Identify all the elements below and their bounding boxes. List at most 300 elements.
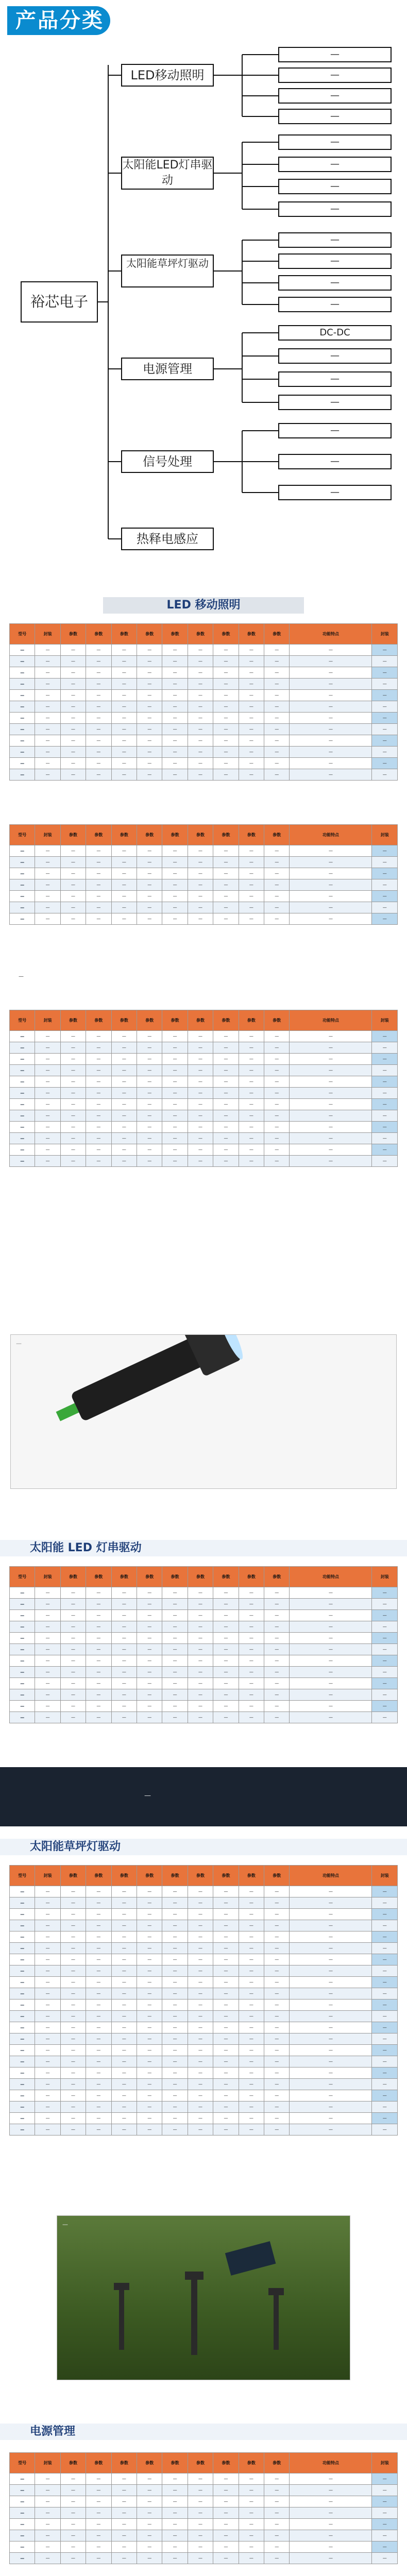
table-cell: — (239, 1931, 264, 1943)
table-cell: — (372, 891, 398, 902)
branch-lawn-light[interactable]: 太阳能草坪灯驱动 (121, 255, 214, 287)
table-cell: — (213, 1644, 239, 1655)
table-cell: — (111, 2541, 137, 2553)
table-cell: — (213, 656, 239, 667)
leaf-power-3[interactable]: — (278, 371, 392, 387)
table-cell: — (239, 1943, 264, 1954)
table-cell: — (264, 1156, 290, 1167)
table-cell: — (137, 735, 162, 747)
leaf-signal-2[interactable]: — (278, 454, 392, 469)
part-number-cell: — (10, 1701, 35, 1712)
col-header: 参数 (137, 1567, 162, 1587)
table-cell: — (213, 845, 239, 857)
table-cell: — (264, 1633, 290, 1644)
table-cell: — (239, 724, 264, 735)
table-cell: — (372, 2102, 398, 2113)
table-cell: — (162, 1988, 188, 1999)
leaf-lawn-4[interactable]: — (278, 297, 392, 312)
table-cell: — (162, 868, 188, 879)
part-number-cell: — (10, 1042, 35, 1054)
table-cell: — (213, 1076, 239, 1088)
table-cell: — (372, 2519, 398, 2530)
table-cell: — (162, 1712, 188, 1723)
table-cell: — (137, 1678, 162, 1689)
table-cell: — (290, 1088, 372, 1099)
table-cell: — (162, 713, 188, 724)
table-row (10, 1943, 398, 1954)
table-cell: — (60, 1054, 86, 1065)
table-cell: — (213, 1954, 239, 1965)
table-cell: — (35, 1943, 60, 1954)
table-cell: — (213, 1931, 239, 1943)
table-cell: — (239, 1633, 264, 1644)
table-cell: — (111, 1144, 137, 1156)
table-cell: — (86, 1954, 111, 1965)
table-row (10, 1897, 398, 1909)
table-cell: — (137, 701, 162, 713)
part-number-cell: — (10, 1999, 35, 2011)
part-number-cell: — (10, 2507, 35, 2519)
table-cell: — (372, 747, 398, 758)
table-cell: — (111, 1099, 137, 1110)
table-cell: — (264, 1909, 290, 1920)
table-cell: — (188, 724, 213, 735)
table-cell: — (111, 1667, 137, 1678)
table-cell: — (372, 690, 398, 701)
table-cell: — (35, 2102, 60, 2113)
col-header: 型号 (10, 1866, 35, 1886)
table-cell: — (264, 913, 290, 925)
leaf-led-1[interactable]: — (278, 47, 392, 62)
part-number-cell: — (10, 1599, 35, 1610)
table-row (10, 769, 398, 781)
table-cell: — (213, 2090, 239, 2102)
table-cell: — (372, 2496, 398, 2507)
table-cell: — (111, 1633, 137, 1644)
leaf-power-4[interactable]: — (278, 395, 392, 410)
table-cell: — (162, 1587, 188, 1599)
table-cell: — (86, 679, 111, 690)
table-cell: — (264, 713, 290, 724)
col-header: 参数 (188, 1567, 213, 1587)
table-cell: — (137, 2090, 162, 2102)
table-cell: — (264, 2045, 290, 2056)
table-cell: — (60, 1587, 86, 1599)
table-cell: — (111, 2473, 137, 2485)
table-cell: — (137, 1031, 162, 1042)
table-cell: — (86, 1988, 111, 1999)
leaf-lawn-2[interactable]: — (278, 253, 392, 269)
table-cell: — (239, 645, 264, 656)
table-cell: — (111, 1920, 137, 1931)
table-cell: — (60, 667, 86, 679)
table-cell: — (188, 1122, 213, 1133)
leaf-led-4[interactable]: — (278, 109, 392, 124)
table-cell: — (86, 2011, 111, 2022)
table-cell: — (35, 1701, 60, 1712)
col-header: 参数 (111, 1010, 137, 1031)
table-cell: — (239, 1689, 264, 1701)
table-cell: — (111, 2045, 137, 2056)
table-cell: — (188, 2090, 213, 2102)
table-cell: — (239, 913, 264, 925)
leaf-solar-2[interactable]: — (278, 157, 392, 172)
table-cell: — (372, 645, 398, 656)
table-row (10, 1678, 398, 1689)
table-cell: — (372, 1065, 398, 1076)
table-cell: — (290, 667, 372, 679)
part-number-cell: — (10, 1655, 35, 1667)
table-cell: — (264, 1712, 290, 1723)
table-cell: — (86, 1886, 111, 1897)
table-cell: — (290, 758, 372, 769)
table-cell: — (137, 1655, 162, 1667)
table-cell: — (86, 1088, 111, 1099)
table-cell: — (290, 713, 372, 724)
table-cell: — (290, 1587, 372, 1599)
col-header: 参数 (162, 1866, 188, 1886)
table-cell: — (35, 1667, 60, 1678)
table-cell: — (372, 2056, 398, 2067)
table-cell: — (372, 913, 398, 925)
table-cell: — (35, 2541, 60, 2553)
table-cell: — (35, 868, 60, 879)
table-row (10, 656, 398, 667)
table-cell: — (290, 891, 372, 902)
table-cell: — (137, 1689, 162, 1701)
table-cell: — (239, 713, 264, 724)
table-cell: — (188, 758, 213, 769)
leaf-solar-1[interactable]: — (278, 134, 392, 150)
table-cell: — (213, 1965, 239, 1977)
section-lawn (0, 1832, 407, 1862)
table-cell: — (162, 2113, 188, 2124)
table-cell: — (372, 1943, 398, 1954)
table-cell: — (137, 2519, 162, 2530)
table-cell: — (290, 1701, 372, 1712)
part-number-cell: — (10, 690, 35, 701)
table-cell: — (35, 1122, 60, 1133)
table-cell: — (264, 1667, 290, 1678)
table-cell: — (372, 1054, 398, 1065)
table-cell: — (35, 1088, 60, 1099)
table-cell: — (137, 690, 162, 701)
table-cell: — (372, 2067, 398, 2079)
part-number-cell: — (10, 1110, 35, 1122)
table-cell: — (264, 868, 290, 879)
leaf-signal-3[interactable]: — (278, 485, 392, 500)
table-cell: — (213, 2067, 239, 2079)
part-number-cell: — (10, 1621, 35, 1633)
root-node: 裕芯电子 (21, 281, 98, 323)
table-cell: — (188, 1954, 213, 1965)
part-number-cell: — (10, 656, 35, 667)
table-cell: — (60, 1977, 86, 1988)
table-cell: — (162, 1156, 188, 1167)
col-header: 参数 (264, 1010, 290, 1031)
col-header: 封装 (35, 825, 60, 845)
table-cell: — (35, 2519, 60, 2530)
table-cell: — (239, 2056, 264, 2067)
col-header: 参数 (137, 1866, 162, 1886)
flashlight-image: — (10, 1334, 397, 1489)
leaf-solar-4[interactable]: — (278, 201, 392, 217)
table-cell: — (372, 1122, 398, 1133)
table-row (10, 1644, 398, 1655)
table-cell: — (111, 1621, 137, 1633)
table-cell: — (290, 1610, 372, 1621)
table-cell: — (162, 667, 188, 679)
table-cell: — (264, 2113, 290, 2124)
table-cell: — (372, 1133, 398, 1144)
table-cell: — (239, 2113, 264, 2124)
table-row (10, 857, 398, 868)
table-cell: — (60, 1031, 86, 1042)
table-cell: — (188, 747, 213, 758)
leaf-lawn-3[interactable]: — (278, 275, 392, 291)
table-cell: — (35, 2473, 60, 2485)
branch-solar-string[interactable]: 太阳能LED灯串驱动 (121, 157, 214, 190)
table-cell: — (264, 1655, 290, 1667)
part-number-cell: — (10, 2519, 35, 2530)
table-cell: — (60, 2090, 86, 2102)
table-cell: — (188, 2530, 213, 2541)
table-cell: — (111, 747, 137, 758)
part-number-cell: — (10, 1712, 35, 1723)
part-number-cell: — (10, 1031, 35, 1042)
table-cell: — (162, 891, 188, 902)
table-cell: — (372, 1988, 398, 1999)
table-cell: — (111, 913, 137, 925)
table-cell: — (239, 2124, 264, 2136)
table-cell: — (372, 857, 398, 868)
table-cell: — (264, 2067, 290, 2079)
table-row (10, 2045, 398, 2056)
table-cell: — (162, 1110, 188, 1122)
table-cell: — (213, 2485, 239, 2496)
table-row (10, 701, 398, 713)
table-cell: — (137, 1712, 162, 1723)
col-header: 参数 (86, 825, 111, 845)
table-cell: — (372, 1965, 398, 1977)
table-cell: — (86, 1920, 111, 1931)
table-cell: — (111, 679, 137, 690)
table-cell: — (137, 2541, 162, 2553)
table-cell: — (111, 1678, 137, 1689)
table-row (10, 902, 398, 913)
table-cell: — (188, 2519, 213, 2530)
page-title: 产品分类 (15, 8, 104, 32)
table-cell: — (86, 2079, 111, 2090)
table-row (10, 1689, 398, 1701)
part-number-cell: — (10, 645, 35, 656)
table-cell: — (162, 1999, 188, 2011)
table-cell: — (137, 656, 162, 667)
leaf-led-3[interactable]: — (278, 88, 392, 104)
table-row (10, 1667, 398, 1678)
table-cell: — (137, 1076, 162, 1088)
leaf-lawn-1[interactable]: — (278, 232, 392, 248)
table-cell: — (290, 1999, 372, 2011)
table-cell: — (290, 1965, 372, 1977)
table-cell: — (162, 1042, 188, 1054)
table-cell: — (213, 2496, 239, 2507)
table-cell: — (111, 1031, 137, 1042)
table-cell: — (188, 879, 213, 891)
leaf-signal-1[interactable]: — (278, 423, 392, 438)
table-cell: — (86, 2022, 111, 2033)
table-cell: — (162, 769, 188, 781)
table-cell: — (188, 690, 213, 701)
led-mobile-table-2 (9, 824, 398, 925)
table-cell: — (188, 1042, 213, 1054)
table-cell: — (213, 645, 239, 656)
table-cell: — (35, 645, 60, 656)
table-cell: — (111, 1110, 137, 1122)
table-cell: — (137, 2496, 162, 2507)
branch-power[interactable]: 电源管理 (121, 358, 214, 380)
table-cell: — (86, 845, 111, 857)
part-number-cell: — (10, 2079, 35, 2090)
leaf-power-1[interactable]: DC-DC (278, 325, 392, 341)
table-cell: — (111, 713, 137, 724)
col-header: 参数 (137, 624, 162, 645)
table-cell: — (213, 2102, 239, 2113)
table-row (10, 879, 398, 891)
table-cell: — (239, 1712, 264, 1723)
table-cell: — (137, 2485, 162, 2496)
table-cell: — (239, 1156, 264, 1167)
table-cell: — (264, 2102, 290, 2113)
table-cell: — (111, 1042, 137, 1054)
table-cell: — (60, 2045, 86, 2056)
leaf-solar-3[interactable]: — (278, 179, 392, 194)
table-cell: — (60, 2022, 86, 2033)
table-cell: — (111, 656, 137, 667)
table-cell: — (213, 724, 239, 735)
table-cell: — (111, 857, 137, 868)
table-cell: — (264, 735, 290, 747)
col-header: 参数 (111, 2453, 137, 2473)
table-cell: — (239, 1999, 264, 2011)
table-cell: — (290, 1054, 372, 1065)
table-cell: — (86, 913, 111, 925)
table-cell: — (188, 891, 213, 902)
table-cell: — (137, 1144, 162, 1156)
table-cell: — (60, 1610, 86, 1621)
table-cell: — (111, 1065, 137, 1076)
table-cell: — (35, 769, 60, 781)
table-cell: — (372, 1701, 398, 1712)
table-cell: — (35, 2507, 60, 2519)
table-cell: — (290, 1909, 372, 1920)
branch-led-mobile[interactable]: LED移动照明 (121, 64, 214, 87)
table-cell: — (111, 845, 137, 857)
table-cell: — (111, 2507, 137, 2519)
table-cell: — (162, 1133, 188, 1144)
table-row (10, 2011, 398, 2022)
table-cell: — (162, 2496, 188, 2507)
table-cell: — (86, 2124, 111, 2136)
table-cell: — (239, 701, 264, 713)
table-cell: — (188, 913, 213, 925)
table-cell: — (213, 2530, 239, 2541)
table-cell: — (213, 2507, 239, 2519)
table-cell: — (86, 713, 111, 724)
table-cell: — (290, 1886, 372, 1897)
table-cell: — (111, 724, 137, 735)
branch-pir[interactable]: 热释电感应 (121, 528, 214, 550)
table-cell: — (111, 1610, 137, 1621)
table-cell: — (137, 1621, 162, 1633)
table-cell: — (162, 913, 188, 925)
table-cell: — (290, 1954, 372, 1965)
table-cell: — (188, 868, 213, 879)
leaf-power-2[interactable]: — (278, 348, 392, 364)
table-cell: — (35, 1133, 60, 1144)
table-cell: — (111, 758, 137, 769)
table-cell: — (239, 656, 264, 667)
col-header: 封装 (372, 1010, 398, 1031)
part-number-cell: — (10, 879, 35, 891)
table-cell: — (60, 1920, 86, 1931)
led-mobile-table-1 (9, 623, 398, 781)
part-number-cell: — (10, 758, 35, 769)
table-row (10, 1655, 398, 1667)
table-cell: — (213, 690, 239, 701)
table-cell: — (290, 1644, 372, 1655)
leaf-led-2[interactable]: — (278, 67, 392, 83)
table-cell: — (290, 879, 372, 891)
table-cell: — (137, 1644, 162, 1655)
table-cell: — (188, 667, 213, 679)
table-cell: — (137, 1999, 162, 2011)
table-row (10, 1988, 398, 1999)
table-row (10, 891, 398, 902)
table-cell: — (264, 1977, 290, 1988)
table-cell: — (290, 1931, 372, 1943)
col-header: 参数 (86, 1866, 111, 1886)
branch-signal[interactable]: 信号处理 (121, 450, 214, 473)
table-cell: — (239, 1076, 264, 1088)
table-cell: — (213, 1667, 239, 1678)
section-power-title: 电源管理 (30, 2425, 76, 2438)
col-header: 型号 (10, 1010, 35, 1031)
table-cell: — (137, 1886, 162, 1897)
table-cell: — (264, 701, 290, 713)
table-cell: — (264, 1031, 290, 1042)
table-cell: — (162, 1689, 188, 1701)
table-cell: — (372, 2022, 398, 2033)
table-cell: — (188, 1655, 213, 1667)
table-cell: — (239, 1644, 264, 1655)
table-cell: — (162, 735, 188, 747)
table-cell: — (35, 2033, 60, 2045)
table-cell: — (264, 2022, 290, 2033)
col-header: 参数 (239, 1866, 264, 1886)
part-number-cell: — (10, 679, 35, 690)
table-cell: — (239, 1610, 264, 1621)
table-cell: — (86, 2496, 111, 2507)
part-number-cell: — (10, 2045, 35, 2056)
table-cell: — (111, 2090, 137, 2102)
table-cell: — (162, 1931, 188, 1943)
table-cell: — (264, 656, 290, 667)
table-cell: — (162, 845, 188, 857)
table-cell: — (188, 2507, 213, 2519)
table-cell: — (213, 1920, 239, 1931)
table-cell: — (188, 1920, 213, 1931)
